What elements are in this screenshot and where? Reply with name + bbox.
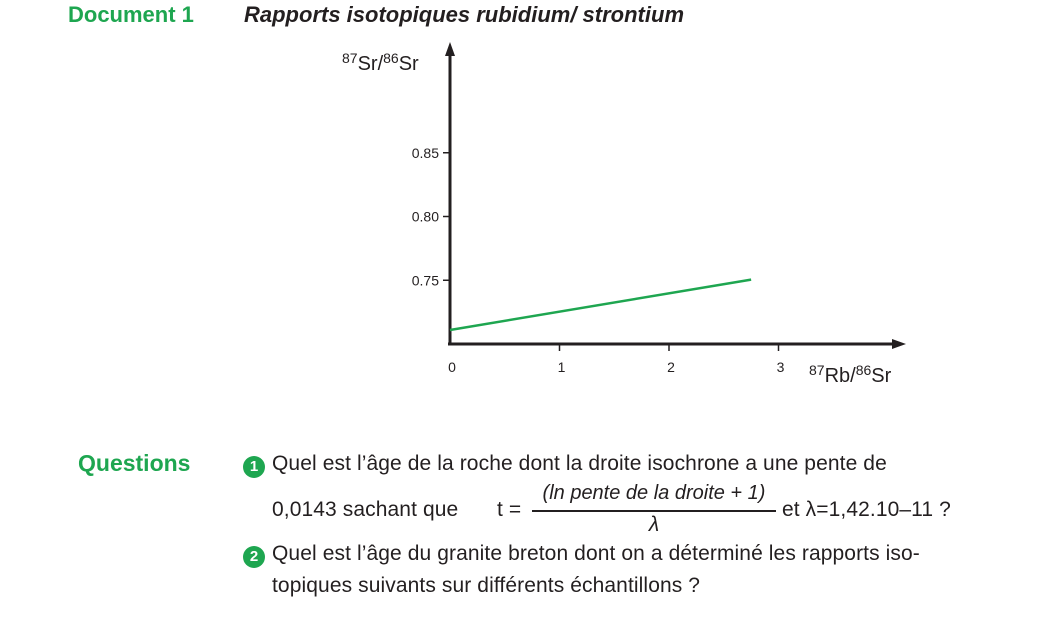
isochron-line: [450, 280, 751, 330]
formula-denominator: λ: [648, 513, 660, 536]
y-ticks: [412, 145, 450, 289]
y-axis-arrow: [445, 42, 455, 56]
x-tick-label: 3: [776, 359, 785, 375]
y-label-base2: Sr: [398, 53, 419, 75]
x-label-base2: Sr: [871, 365, 892, 387]
question-1-line-2-start: 0,0143 sachant que: [272, 498, 459, 521]
y-tick-label: 0.80: [411, 208, 439, 225]
formula-fraction-bar: [532, 510, 776, 512]
question-2-line-2: topiques suivants sur différents échantillons ?: [272, 574, 701, 597]
document-title: Rapports isotopiques rubidium/ strontium: [244, 2, 684, 27]
question-1-formula-fraction: [530, 482, 778, 542]
y-axis-label: [342, 50, 419, 75]
formula-numerator: (ln pente de la droite + 1): [542, 482, 766, 504]
x-ticks: [448, 344, 785, 375]
question-1-line-1: Quel est l’âge de la roche dont la droite isochrone a une pente de: [272, 452, 887, 475]
question-1-formula-lhs: t =: [497, 498, 522, 521]
y-label-sup2: 86: [383, 50, 399, 66]
x-label-sup2: 86: [855, 362, 872, 378]
y-tick-label: 0.75: [411, 272, 439, 289]
question-2-line-1: Quel est l’âge du granite breton dont on a déterminé les rapports iso-: [272, 542, 920, 565]
x-label-sup1: 87: [809, 362, 825, 378]
document-label: Document 1: [68, 2, 194, 27]
x-axis-arrow: [892, 339, 906, 349]
x-tick-label: 2: [667, 359, 675, 375]
x-label-base1: Rb/: [824, 365, 856, 387]
x-tick-label: 0: [448, 359, 456, 375]
x-tick-label: 1: [557, 359, 566, 375]
question-2-number: 2: [243, 546, 265, 568]
question-1-number: 1: [243, 456, 265, 478]
y-label-base1: Sr/: [357, 53, 384, 75]
y-label-sup1: 87: [342, 50, 358, 66]
question-1-line-2-end: et λ=1,42.10–11 ?: [782, 498, 951, 521]
y-tick-label: 0.85: [411, 144, 439, 161]
questions-header: Questions: [78, 450, 191, 476]
x-axis-label: [809, 362, 892, 387]
